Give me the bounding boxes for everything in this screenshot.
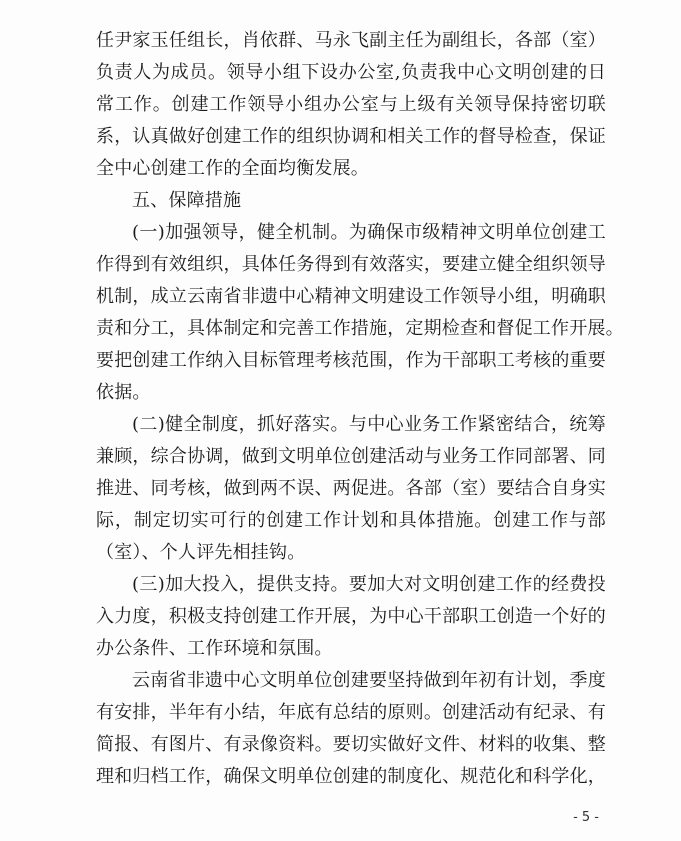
text-line: 办公条件、工作环境和氛围。 xyxy=(96,638,333,659)
text-line: 际，制定切实可行的创建工作计划和具体措施。创建工作与部 xyxy=(96,510,606,531)
text-line: 任尹家玉任组长，肖依群、马永飞副主任为副组长，各部（室） xyxy=(96,30,606,51)
text-line: 推进、同考核，做到两不误、两促进。各部（室）要结合自身实 xyxy=(96,478,606,499)
text-line: 有安排，半年有小结，年底有总结的原则。创建活动有纪录、有 xyxy=(96,702,606,723)
section-heading: 五、保障措施 xyxy=(132,190,242,211)
text-line: 理和归档工作，确保文明单位创建的制度化、规范化和科学化， xyxy=(96,766,606,787)
text-line: 云南省非遗中心文明单位创建要坚持做到年初有计划，季度 xyxy=(132,670,606,691)
text-line: 责和分工，具体制定和完善工作措施，定期检查和督促工作开展。 xyxy=(96,318,624,339)
text-line: 作得到有效组织，具体任务得到有效落实，要建立健全组织领导 xyxy=(96,254,606,275)
text-line: 负责人为成员。领导小组下设办公室,负责我中心文明创建的日 xyxy=(96,62,606,83)
text-line: 机制，成立云南省非遗中心精神文明建设工作领导小组，明确职 xyxy=(96,286,606,307)
text-line: 简报、有图片、有录像资料。要切实做好文件、材料的收集、整 xyxy=(96,734,606,755)
text-line: 常工作。创建工作领导小组办公室与上级有关领导保持密切联 xyxy=(96,94,606,115)
document-body xyxy=(96,25,624,793)
text-line: 依据。 xyxy=(96,382,151,403)
text-line: 要把创建工作纳入目标管理考核范围，作为干部职工考核的重要 xyxy=(96,350,606,371)
text-line: 系，认真做好创建工作的组织协调和相关工作的督导检查，保证 xyxy=(96,126,606,147)
text-line: 兼顾，综合协调，做到文明单位创建活动与业务工作同部署、同 xyxy=(96,446,606,467)
page-number: - 5 - xyxy=(573,810,599,825)
text-line: 全中心创建工作的全面均衡发展。 xyxy=(96,158,369,179)
text-line: (二)健全制度，抓好落实。与中心业务工作紧密结合，统筹 xyxy=(132,414,606,435)
text-line: 入力度，积极支持创建工作开展，为中心干部职工创造一个好的 xyxy=(96,606,606,627)
text-line: (三)加大投入，提供支持。要加大对文明创建工作的经费投 xyxy=(132,574,606,595)
text-line: （室）、个人评先相挂钩。 xyxy=(96,542,306,563)
text-line: (一)加强领导，健全机制。为确保市级精神文明单位创建工 xyxy=(132,222,606,243)
